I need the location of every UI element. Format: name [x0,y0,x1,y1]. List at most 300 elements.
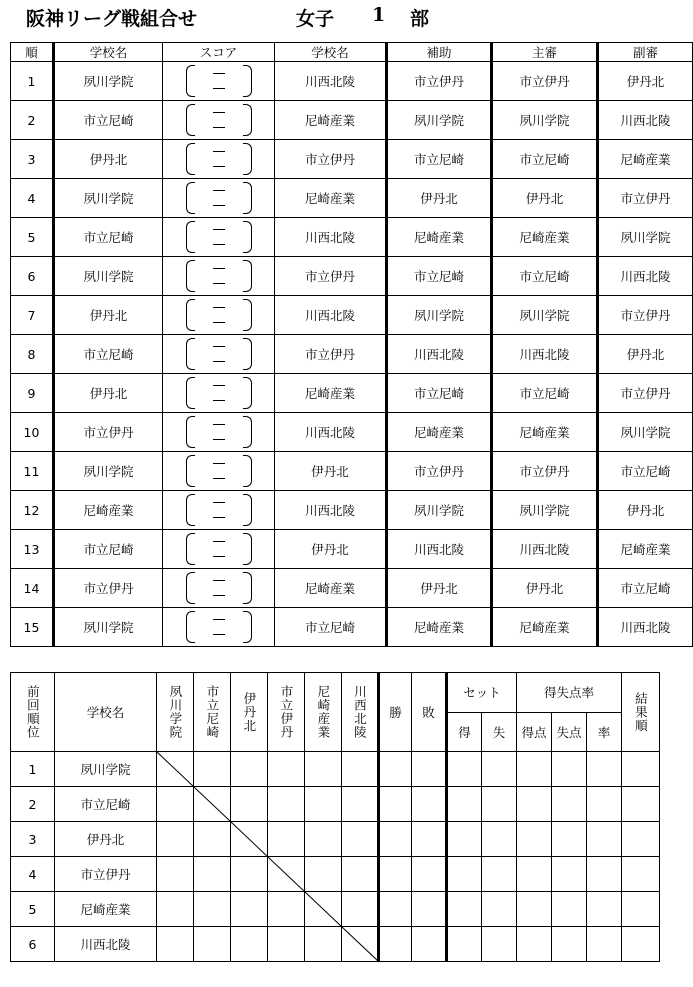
match-score[interactable] [163,608,275,647]
points-against-cell[interactable] [552,787,587,822]
ratio-cell[interactable] [587,857,622,892]
points-for-cell[interactable] [517,752,552,787]
ratio-cell[interactable] [587,927,622,962]
score-dash-top [213,502,225,503]
sets-lost-cell[interactable] [482,892,517,927]
bracket-right [243,299,252,331]
result-cell[interactable] [194,927,231,962]
sets-lost-cell[interactable] [482,927,517,962]
match-no: 1 [11,62,54,101]
score-dash-top [213,73,225,74]
header-sets-won: 得 [447,713,482,752]
result-cell[interactable] [194,822,231,857]
bracket-right [243,494,252,526]
standings-rank: 5 [11,892,55,927]
match-referee: 市立尼崎 [492,374,598,413]
match-team-a: 夙川学院 [54,62,163,101]
header-score: スコア [163,43,275,62]
match-referee: 夙川学院 [492,296,598,335]
result-cell[interactable] [268,892,305,927]
wins-cell[interactable] [379,822,412,857]
points-against-cell[interactable] [552,927,587,962]
match-referee: 夙川学院 [492,101,598,140]
bracket-right [243,572,252,604]
match-no: 14 [11,569,54,608]
losses-cell[interactable] [412,857,447,892]
match-sub-referee: 市立尼崎 [598,452,693,491]
standings-school: 尼崎産業 [55,892,157,927]
match-score[interactable] [163,296,275,335]
score-dash-top [213,541,225,542]
match-team-a: 伊丹北 [54,374,163,413]
match-score[interactable] [163,374,275,413]
result-cell[interactable] [305,787,342,822]
match-row [11,491,693,530]
result-cell[interactable] [305,752,342,787]
result-cell[interactable] [194,892,231,927]
match-referee: 尼崎産業 [492,413,598,452]
match-score[interactable] [163,335,275,374]
match-no: 4 [11,179,54,218]
sets-lost-cell[interactable] [482,857,517,892]
sets-won-cell[interactable] [447,892,482,927]
score-dash-top [213,463,225,464]
wins-cell[interactable] [379,857,412,892]
match-team-b: 市立尼崎 [275,608,387,647]
result-cell[interactable] [305,927,342,962]
match-row [11,218,693,257]
bracket-left [186,572,195,604]
match-score[interactable] [163,62,275,101]
score-dash-top [213,580,225,581]
match-team-b: 伊丹北 [275,530,387,569]
match-sub-referee: 市立尼崎 [598,569,693,608]
points-against-cell[interactable] [552,857,587,892]
header-opp-5: 尼崎産業 [305,673,342,752]
final-rank-cell[interactable] [622,927,660,962]
score-dash-bottom [213,322,225,323]
header-school-b: 学校名 [275,43,387,62]
match-team-a: 市立伊丹 [54,569,163,608]
score-dash-top [213,424,225,425]
header-opp-6: 川西北陵 [342,673,379,752]
result-cell[interactable] [194,752,231,787]
match-referee: 市立尼崎 [492,140,598,179]
match-score[interactable] [163,452,275,491]
score-dash-bottom [213,283,225,284]
final-rank-cell[interactable] [622,892,660,927]
header-aux: 補助 [387,43,492,62]
ratio-cell[interactable] [587,822,622,857]
score-dashes [213,533,225,565]
bracket-right [243,416,252,448]
ratio-cell[interactable] [587,752,622,787]
standings-rank: 2 [11,787,55,822]
wins-cell[interactable] [379,892,412,927]
result-cell[interactable] [305,822,342,857]
match-no: 10 [11,413,54,452]
match-team-b: 川西北陵 [275,296,387,335]
match-team-a: 夙川学院 [54,179,163,218]
score-dash-bottom [213,88,225,89]
sets-won-cell[interactable] [447,787,482,822]
match-team-a: 夙川学院 [54,257,163,296]
match-aux: 夙川学院 [387,101,492,140]
result-cell[interactable] [231,857,268,892]
standings-school: 市立尼崎 [55,787,157,822]
result-cell[interactable] [342,927,379,962]
score-dash-bottom [213,400,225,401]
result-cell[interactable] [342,822,379,857]
header-school: 学校名 [55,673,157,752]
header-school-a: 学校名 [54,43,163,62]
wins-cell[interactable] [379,787,412,822]
result-cell[interactable] [268,787,305,822]
score-dashes [213,416,225,448]
standings-header-row-1 [11,673,660,713]
header-sets-lost: 失 [482,713,517,752]
bracket-right [243,143,252,175]
standings-rank: 4 [11,857,55,892]
score-dash-bottom [213,166,225,167]
match-row [11,335,693,374]
match-team-b: 市立伊丹 [275,257,387,296]
points-against-cell[interactable] [552,752,587,787]
header-sets: セット [447,673,517,713]
match-row [11,101,693,140]
score-dashes [213,104,225,136]
match-aux: 市立伊丹 [387,62,492,101]
match-team-b: 川西北陵 [275,218,387,257]
score-dash-bottom [213,478,225,479]
match-referee: 市立伊丹 [492,62,598,101]
standings-row [11,787,660,822]
result-cell[interactable] [157,822,194,857]
match-score[interactable] [163,140,275,179]
sets-won-cell[interactable] [447,927,482,962]
bracket-left [186,260,195,292]
standings-school: 伊丹北 [55,822,157,857]
match-no: 12 [11,491,54,530]
final-rank-cell[interactable] [622,822,660,857]
final-rank-cell[interactable] [622,787,660,822]
match-row [11,530,693,569]
header-prev-rank: 前回順位 [11,673,55,752]
score-dashes [213,611,225,643]
score-dash-bottom [213,556,225,557]
result-cell[interactable] [268,822,305,857]
points-for-cell[interactable] [517,787,552,822]
result-cell[interactable] [231,787,268,822]
match-row [11,374,693,413]
match-row [11,296,693,335]
match-referee: 川西北陵 [492,530,598,569]
match-row [11,179,693,218]
result-cell[interactable] [157,857,194,892]
score-dashes [213,260,225,292]
match-aux: 川西北陵 [387,335,492,374]
result-cell[interactable] [194,787,231,822]
bracket-right [243,182,252,214]
wins-cell[interactable] [379,752,412,787]
match-referee: 尼崎産業 [492,218,598,257]
sets-won-cell[interactable] [447,822,482,857]
match-no: 7 [11,296,54,335]
match-team-b: 尼崎産業 [275,569,387,608]
score-dash-bottom [213,361,225,362]
match-referee: 夙川学院 [492,491,598,530]
bracket-right [243,221,252,253]
bracket-right [243,455,252,487]
result-cell[interactable] [231,892,268,927]
match-aux: 市立尼崎 [387,374,492,413]
match-team-b: 市立伊丹 [275,335,387,374]
match-referee: 伊丹北 [492,179,598,218]
score-dashes [213,377,225,409]
score-dashes [213,143,225,175]
result-cell[interactable] [157,752,194,787]
header-opp-1: 夙川学院 [157,673,194,752]
losses-cell[interactable] [412,822,447,857]
points-for-cell[interactable] [517,822,552,857]
standings-row [11,927,660,962]
match-row [11,608,693,647]
match-row [11,140,693,179]
score-dash-top [213,112,225,113]
standings-school: 夙川学院 [55,752,157,787]
result-cell[interactable] [342,857,379,892]
result-cell[interactable] [268,752,305,787]
result-cell[interactable] [305,857,342,892]
sets-lost-cell[interactable] [482,752,517,787]
match-aux: 伊丹北 [387,569,492,608]
match-team-b: 川西北陵 [275,413,387,452]
match-sub-referee: 尼崎産業 [598,530,693,569]
losses-cell[interactable] [412,752,447,787]
bracket-right [243,338,252,370]
match-sub-referee: 尼崎産業 [598,140,693,179]
match-aux: 市立尼崎 [387,140,492,179]
match-sub-referee: 川西北陵 [598,608,693,647]
match-sub-referee: 夙川学院 [598,413,693,452]
score-dashes [213,572,225,604]
result-cell[interactable] [157,892,194,927]
match-sub-referee: 市立伊丹 [598,179,693,218]
score-dash-top [213,229,225,230]
losses-cell[interactable] [412,787,447,822]
match-sub-referee: 川西北陵 [598,257,693,296]
sets-lost-cell[interactable] [482,822,517,857]
match-team-b: 尼崎産業 [275,101,387,140]
score-dash-top [213,346,225,347]
sets-lost-cell[interactable] [482,787,517,822]
match-referee: 市立尼崎 [492,257,598,296]
match-no: 11 [11,452,54,491]
score-dash-bottom [213,595,225,596]
standings-rank: 3 [11,822,55,857]
result-cell[interactable] [231,822,268,857]
match-sub-referee: 伊丹北 [598,491,693,530]
result-cell[interactable] [342,752,379,787]
final-rank-cell[interactable] [622,752,660,787]
bracket-left [186,104,195,136]
header-order: 順 [11,43,54,62]
standings-table [10,672,660,962]
match-score[interactable] [163,530,275,569]
match-team-a: 市立尼崎 [54,530,163,569]
standings-row [11,752,660,787]
result-cell[interactable] [157,927,194,962]
match-row [11,452,693,491]
match-score[interactable] [163,569,275,608]
title-number: 1 [372,4,386,26]
match-aux: 川西北陵 [387,530,492,569]
result-cell[interactable] [305,892,342,927]
header-points-for: 得点 [517,713,552,752]
score-dashes [213,299,225,331]
points-against-cell[interactable] [552,822,587,857]
bracket-left [186,221,195,253]
score-dash-top [213,151,225,152]
bracket-left [186,416,195,448]
result-cell[interactable] [342,787,379,822]
match-no: 15 [11,608,54,647]
score-dash-top [213,385,225,386]
header-opp-2: 市立尼崎 [194,673,231,752]
result-cell[interactable] [268,857,305,892]
standings-rank: 6 [11,927,55,962]
bracket-left [186,143,195,175]
match-aux: 尼崎産業 [387,608,492,647]
score-dashes [213,65,225,97]
match-score[interactable] [163,413,275,452]
standings-rank: 1 [11,752,55,787]
match-team-a: 市立伊丹 [54,413,163,452]
score-dash-top [213,307,225,308]
match-referee: 川西北陵 [492,335,598,374]
match-aux: 夙川学院 [387,491,492,530]
title-division: 女子 [296,8,335,30]
match-score[interactable] [163,257,275,296]
match-no: 3 [11,140,54,179]
match-team-b: 川西北陵 [275,62,387,101]
result-cell[interactable] [231,752,268,787]
match-no: 2 [11,101,54,140]
points-for-cell[interactable] [517,892,552,927]
result-cell[interactable] [157,787,194,822]
points-for-cell[interactable] [517,857,552,892]
standings-school: 市立伊丹 [55,857,157,892]
match-team-a: 伊丹北 [54,140,163,179]
match-score[interactable] [163,491,275,530]
sets-won-cell[interactable] [447,857,482,892]
bracket-left [186,533,195,565]
match-team-b: 市立伊丹 [275,140,387,179]
match-no: 9 [11,374,54,413]
points-against-cell[interactable] [552,892,587,927]
match-no: 6 [11,257,54,296]
wins-cell[interactable] [379,927,412,962]
match-team-a: 尼崎産業 [54,491,163,530]
match-sub-referee: 伊丹北 [598,335,693,374]
match-sub-referee: 市立伊丹 [598,374,693,413]
score-dashes [213,455,225,487]
match-aux: 尼崎産業 [387,218,492,257]
match-row [11,257,693,296]
match-sub-referee: 川西北陵 [598,101,693,140]
match-score[interactable] [163,101,275,140]
header-point-ratio: 得失点率 [517,673,622,713]
bracket-left [186,455,195,487]
match-row [11,569,693,608]
match-team-a: 伊丹北 [54,296,163,335]
match-aux: 伊丹北 [387,179,492,218]
header-points-against: 失点 [552,713,587,752]
result-cell[interactable] [268,927,305,962]
match-team-a: 市立尼崎 [54,101,163,140]
schedule-header-row [11,43,693,62]
match-team-b: 川西北陵 [275,491,387,530]
score-dashes [213,338,225,370]
ratio-cell[interactable] [587,787,622,822]
title-league: 阪神リーグ戦組合せ [26,8,198,30]
score-dash-bottom [213,439,225,440]
match-team-b: 尼崎産業 [275,374,387,413]
result-cell[interactable] [231,927,268,962]
final-rank-cell[interactable] [622,857,660,892]
header-referee: 主審 [492,43,598,62]
score-dash-top [213,619,225,620]
match-sub-referee: 夙川学院 [598,218,693,257]
bracket-left [186,65,195,97]
match-team-a: 夙川学院 [54,608,163,647]
match-score[interactable] [163,218,275,257]
sets-won-cell[interactable] [447,752,482,787]
bracket-right [243,65,252,97]
standings-row [11,892,660,927]
bracket-left [186,299,195,331]
header-losses: 敗 [412,673,447,752]
schedule-table [10,42,693,647]
result-cell[interactable] [194,857,231,892]
match-team-a: 夙川学院 [54,452,163,491]
match-score[interactable] [163,179,275,218]
bracket-left [186,182,195,214]
bracket-left [186,338,195,370]
match-sub-referee: 市立伊丹 [598,296,693,335]
points-for-cell[interactable] [517,927,552,962]
score-dash-top [213,268,225,269]
match-team-b: 伊丹北 [275,452,387,491]
header-final-rank: 結果順 [622,673,660,752]
match-aux: 尼崎産業 [387,413,492,452]
match-no: 8 [11,335,54,374]
ratio-cell[interactable] [587,892,622,927]
match-sub-referee: 伊丹北 [598,62,693,101]
standings-school: 川西北陵 [55,927,157,962]
losses-cell[interactable] [412,927,447,962]
bracket-left [186,494,195,526]
match-no: 13 [11,530,54,569]
result-cell[interactable] [342,892,379,927]
match-referee: 市立伊丹 [492,452,598,491]
match-team-a: 市立尼崎 [54,335,163,374]
losses-cell[interactable] [412,892,447,927]
bracket-left [186,377,195,409]
score-dash-bottom [213,244,225,245]
bracket-right [243,104,252,136]
score-dash-bottom [213,205,225,206]
